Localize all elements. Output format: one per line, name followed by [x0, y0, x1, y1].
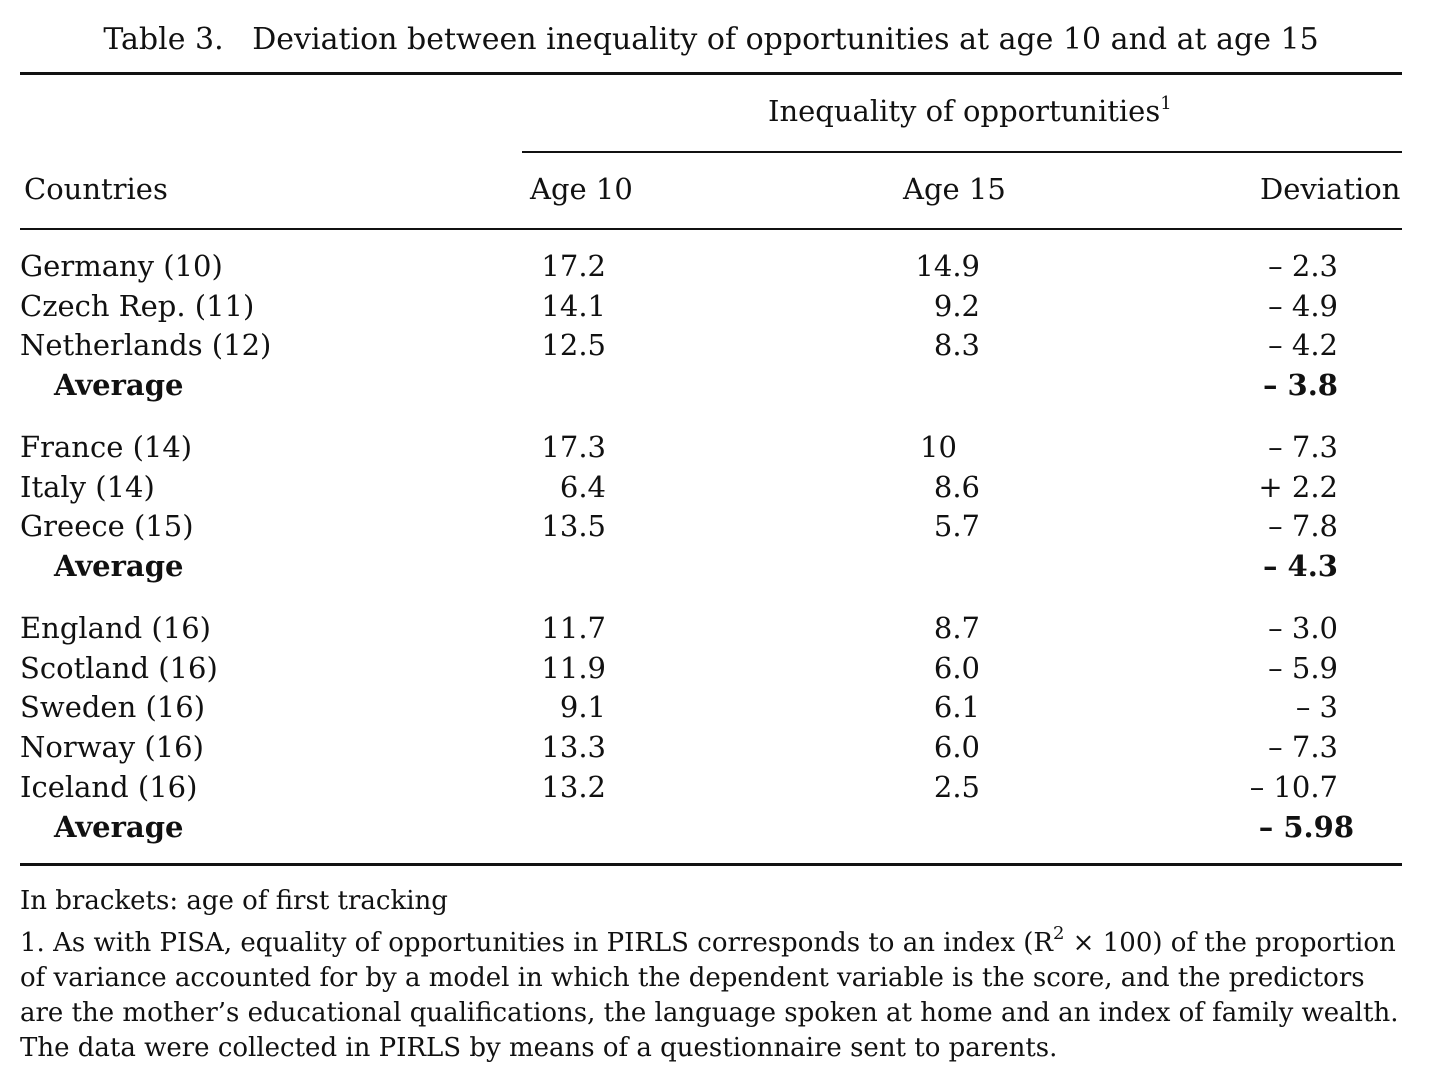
deviation-value: – 10.7 — [1249, 769, 1338, 804]
country-name: France (14) — [20, 430, 193, 464]
age15-value: 5.7 — [933, 509, 980, 544]
age10-value: 11.7 — [541, 611, 606, 645]
age15-value: 10 — [920, 430, 957, 464]
country-name: Italy (14) — [20, 469, 155, 504]
age15-value: 6.0 — [933, 650, 980, 685]
age10-value: 12.5 — [541, 328, 606, 363]
average-label: Average — [54, 549, 184, 584]
average-label: Average — [54, 809, 184, 844]
deviation-value: – 7.3 — [1268, 430, 1338, 464]
age10-value: 9.1 — [559, 690, 606, 725]
country-name: Czech Rep. (11) — [20, 288, 255, 323]
country-name: England (16) — [20, 611, 211, 645]
country-name: Sweden (16) — [20, 690, 206, 725]
country-name: Greece (15) — [20, 509, 194, 544]
col-header-countries: Countries — [24, 172, 168, 206]
deviation-value: – 4.9 — [1268, 288, 1338, 323]
top-rule — [20, 72, 1402, 75]
age10-value: 11.9 — [541, 650, 606, 685]
table-caption — [0, 22, 1422, 57]
caption-label: Table 3. — [103, 22, 224, 57]
age15-value: 6.1 — [933, 690, 980, 725]
deviation-value: + 2.2 — [1258, 469, 1338, 504]
average-value: – 5.98 — [1258, 809, 1354, 844]
age10-value: 14.1 — [541, 288, 606, 323]
group-header-rule — [522, 151, 1402, 153]
col-header-age10: Age 10 — [530, 172, 633, 206]
age10-value: 13.3 — [541, 730, 606, 765]
age15-value: 2.5 — [933, 769, 980, 804]
age10-value: 17.2 — [541, 249, 606, 283]
footnote-superscript: 2 — [1052, 923, 1065, 944]
deviation-value: – 7.8 — [1268, 509, 1338, 544]
country-name: Norway (16) — [20, 730, 204, 765]
deviation-value: – 5.9 — [1268, 650, 1338, 685]
age10-value: 6.4 — [559, 469, 606, 504]
country-name: Iceland (16) — [20, 769, 198, 804]
age10-value: 13.5 — [541, 509, 606, 544]
header-rule — [20, 228, 1402, 230]
average-value: – 4.3 — [1262, 549, 1338, 584]
country-name: Germany (10) — [20, 249, 223, 283]
footnote-text-start: 1. As with PISA, equality of opportunities in PIRLS corresponds to an index (R — [20, 928, 1053, 958]
deviation-value: – 2.3 — [1268, 249, 1338, 283]
caption-title: Deviation between inequality of opportunities at age 10 and at age 15 — [252, 22, 1319, 57]
col-header-deviation: Deviation — [1260, 172, 1401, 206]
footnote — [20, 923, 1410, 1066]
country-name: Scotland (16) — [20, 650, 218, 685]
age15-value: 14.9 — [915, 249, 980, 283]
deviation-value: – 7.3 — [1268, 730, 1338, 765]
deviation-value: – 4.2 — [1268, 328, 1338, 363]
age10-value: 13.2 — [541, 769, 606, 804]
average-label: Average — [54, 368, 184, 403]
bottom-rule — [20, 863, 1402, 866]
average-value: – 3.8 — [1262, 368, 1338, 403]
deviation-value: – 3 — [1295, 690, 1338, 725]
age15-value: 8.7 — [933, 611, 980, 645]
group-header — [768, 92, 1172, 130]
age15-value: 9.2 — [933, 288, 980, 323]
footnote-text-end: × 100) of the proportion of variance accounted for by a model in which the dependent variable is the score, and the predictors are the mother’s educational qualifications, the language spoken at home and an index of family wealth. The data were collected in PIRLS by means of a questionnaire sent to parents. — [20, 928, 1399, 1063]
deviation-value: – 3.0 — [1268, 611, 1338, 645]
group-header-label: Inequality of opportunities — [768, 94, 1161, 128]
age10-value: 17.3 — [541, 430, 606, 464]
brackets-note: In brackets: age of first tracking — [20, 886, 448, 916]
age15-value: 8.6 — [933, 469, 980, 504]
col-header-age15: Age 15 — [903, 172, 1006, 206]
age15-value: 6.0 — [933, 730, 980, 765]
country-name: Netherlands (12) — [20, 328, 272, 363]
age15-value: 8.3 — [933, 328, 980, 363]
group-header-footnote-mark: 1 — [1160, 93, 1172, 114]
